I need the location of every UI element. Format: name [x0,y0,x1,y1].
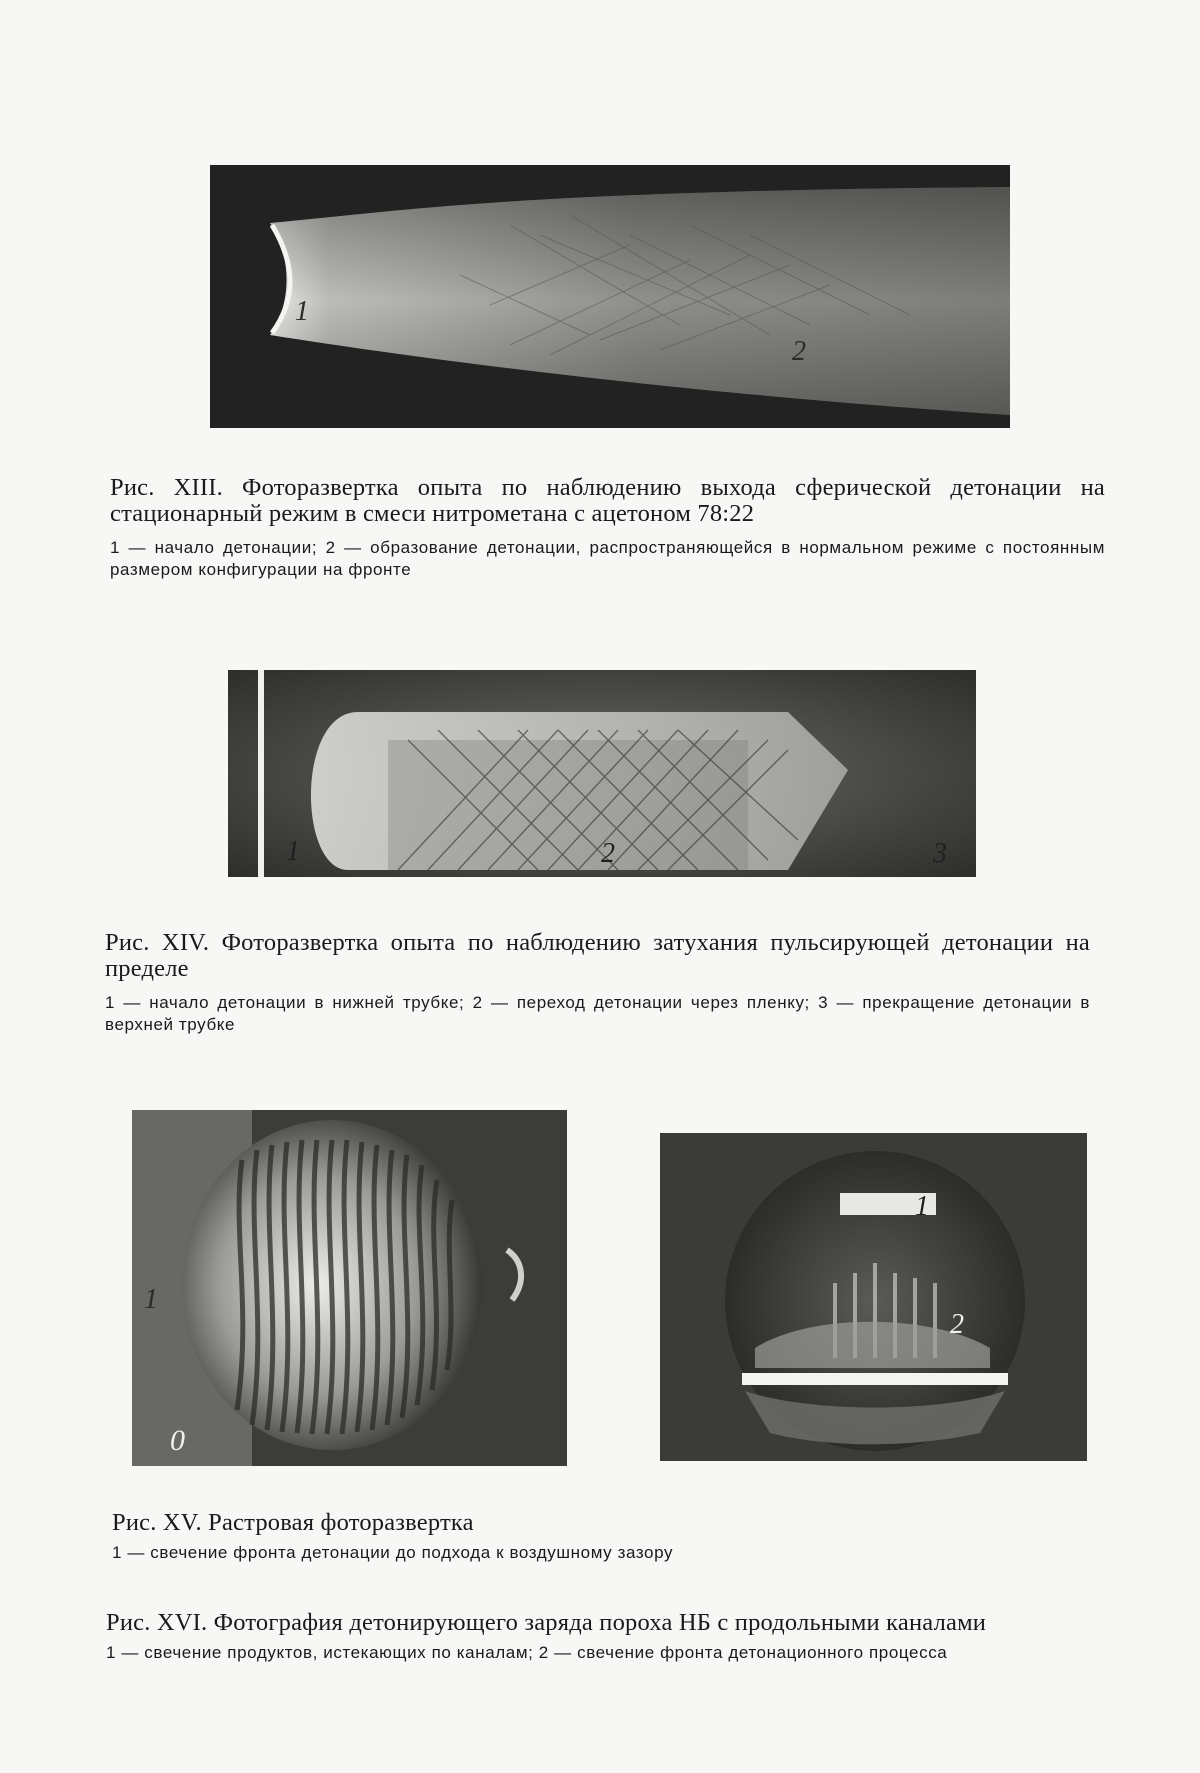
figure-13-title: Рис. XIII. Фоторазвертка опыта по наблюдению выхода сферической детонации на стационарный режим в смеси нитрометана с ацетоном 78:22 [110,474,1105,527]
figure-15-photo [132,1110,567,1466]
figure-14-label-1: 1 [286,836,300,867]
figure-16-photo [660,1133,1087,1461]
figure-13-photo [210,165,1010,428]
figure-16-label-2: 2 [950,1309,964,1340]
figure-14-label-2: 2 [601,838,615,869]
figure-14-legend: 1 — начало детонации в нижней трубке; 2 — переход детонации через пленку; 3 — прекращение детонации в верхней трубке [105,993,1090,1034]
figure-14-caption [105,930,1090,1036]
figure-16-legend: 1 — свечение продуктов, истекающих по каналам; 2 — свечение фронта детонационного процесса [106,1643,948,1662]
figure-15-title: Рис. XV. Растровая фоторазвертка [112,1509,474,1536]
figure-14-title: Рис. XIV. Фоторазвертка опыта по наблюдению затухания пульсирующей детонации на пределе [105,929,1090,982]
figure-15-label-0: 0 [170,1424,185,1457]
figure-13-legend: 1 — начало детонации; 2 — образование детонации, распространяющейся в нормальном режиме с постоянным размером конфигурации на фронте [110,538,1105,579]
figure-16-label-1: 1 [915,1191,929,1222]
figure-14-label-3: 3 [933,838,947,869]
figure-13-caption [110,475,1105,581]
figure-15-legend: 1 — свечение фронта детонации до подхода к воздушному зазору [112,1543,674,1562]
figure-16-caption [106,1610,1101,1664]
figure-13-label-2: 2 [792,336,806,367]
figure-13-label-1: 1 [295,296,309,327]
figure-15-caption [112,1510,1102,1564]
figure-15-label-1: 1 [144,1284,158,1315]
figure-16-title: Рис. XVI. Фотография детонирующего заряда пороха НБ с продольными каналами [106,1609,987,1636]
figure-14-photo [228,670,976,877]
